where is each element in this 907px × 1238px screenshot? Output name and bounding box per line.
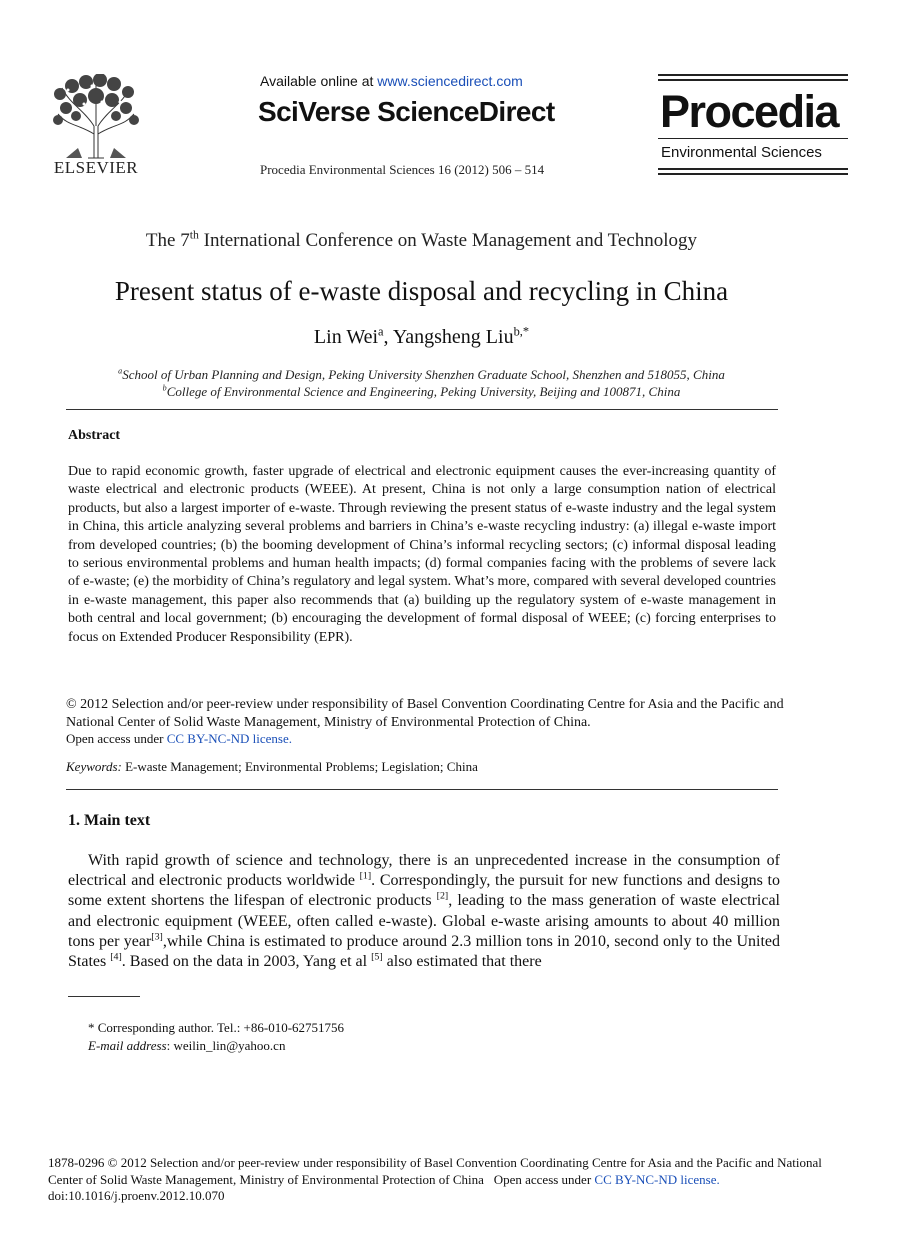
main-text-seg: . Based on the data in 2003, Yang et al <box>121 953 372 971</box>
main-text-paragraph <box>68 851 780 972</box>
author-2-mark: b,* <box>513 324 530 339</box>
issn-text: 1878-0296 © 2012 Selection and/or peer-review under responsibility of Basel Convention Coordinating Centre for Asia and the Pacific and National Center of Solid Waste Management, Ministry of Environmental Protection of China <box>48 1155 822 1187</box>
conference-ordinal: th <box>189 228 199 242</box>
author-separator: , <box>383 326 393 348</box>
license-link[interactable]: CC BY-NC-ND license. <box>166 731 293 746</box>
affiliation-b-text: College of Environmental Science and Engineering, Peking University, Beijing and 100871, China <box>166 384 681 399</box>
main-text-seg: . Correspondingly, the pursuit for new functions and designs to some extent shortens the lifespan of electronic products <box>68 872 780 910</box>
email-note <box>88 1038 285 1054</box>
procedia-rule-bottom-2 <box>658 173 848 175</box>
email-label: E-mail address <box>88 1038 167 1053</box>
copyright-statement: © 2012 Selection and/or peer-review under responsibility of Basel Convention Coordinating Centre for Asia and the Pacific and National Center of Solid Waste Management, Ministry of Environmental Protection of China. <box>66 697 784 730</box>
divider-top <box>66 409 778 410</box>
email-value: : weilin_lin@yahoo.cn <box>166 1038 286 1053</box>
abstract-heading: Abstract <box>68 428 121 443</box>
footnote-divider <box>68 996 140 997</box>
elsevier-wordmark: ELSEVIER <box>53 158 139 177</box>
author-1-mark: a <box>378 324 384 339</box>
conference-prefix: The 7 <box>145 230 190 251</box>
keywords-line <box>66 759 478 775</box>
procedia-rule-bottom <box>658 168 848 170</box>
doi: doi:10.1016/j.proenv.2012.10.070 <box>48 1188 225 1203</box>
affiliation-a-text: School of Urban Planning and Design, Peking University Shenzhen Graduate School, Shenzhen and 518055, China <box>122 367 725 382</box>
affiliation-b <box>0 384 843 400</box>
elsevier-tree-icon <box>48 74 144 160</box>
journal-reference: Procedia Environmental Sciences 16 (2012) 506 – 514 <box>260 162 545 177</box>
author-1: Lin Wei <box>313 326 379 348</box>
available-online-line <box>260 73 523 89</box>
procedia-rule-top <box>658 74 848 76</box>
conference-rest: International Conference on Waste Management and Technology <box>198 230 698 251</box>
footer-open-access-prefix: Open access under <box>483 1172 595 1187</box>
main-text-seg: , leading to the mass generation of waste electrical and electronic equipment (WEEE, often called e-waste). Global e-waste arising amounts to about 40 million tons per year <box>68 892 780 950</box>
affiliation-a <box>0 367 843 383</box>
citation-ref[interactable]: [5] <box>371 951 383 963</box>
affiliation-a-mark: a <box>118 366 123 376</box>
citation-ref[interactable]: [3] <box>151 931 163 943</box>
abstract-body: Due to rapid economic growth, faster upgrade of electrical and electronic equipment causes the ever-increasing quantity of waste electrical and electronic products (WEEE). At present, China is not only a large consumption nation of electrical products, but also a largest importer of e-waste. Through reviewing the present status of e-waste industry and the legal system in China, this article analyzing several problems and barriers in China’s e-waste recycling industry: (a) illegal e-waste import from developed countries; (b) the booming development of China’s informal recycling sectors; (c) informal disposal leading to serious environmental problems and human health impacts; (d) formal companies facing with the problems of severe lack of e-waste; (e) the morbidity of China’s regulatory and legal system. What’s more, compared with several developed countries in e-waste management, this paper also recommends that (a) building up the regulatory system of e-waste management in both central and local government; (b) encouraging the development of formal disposal of WEEE; (c) forcing enterprises to focus on Extended Producer Responsibility (EPR). <box>68 464 776 645</box>
divider-bottom <box>66 789 778 790</box>
available-prefix: Available online at <box>260 73 378 89</box>
procedia-logo <box>658 74 848 176</box>
procedia-rule-top-2 <box>658 79 848 81</box>
issn-statement <box>48 1154 858 1188</box>
author-2: Yangsheng Liu <box>392 326 514 348</box>
author-list <box>0 326 843 349</box>
procedia-subtitle: Environmental Sciences <box>661 144 822 161</box>
elsevier-logo <box>48 74 144 178</box>
main-text-seg: ,while China is estimated to produce around 2.3 million tons in 2010, second only to the United States <box>68 932 780 971</box>
procedia-rule-mid <box>658 138 848 139</box>
open-access-prefix: Open access under <box>66 731 167 746</box>
procedia-wordmark: Procedia <box>660 86 839 137</box>
section-heading: 1. Main text <box>68 812 151 829</box>
sciencedirect-link[interactable]: www.sciencedirect.com <box>377 73 523 89</box>
keywords-label: Keywords: <box>66 759 122 774</box>
affiliation-b-mark: b <box>162 383 167 393</box>
citation-ref[interactable]: [1] <box>359 870 372 882</box>
citation-ref[interactable]: [2] <box>436 891 449 903</box>
paper-title: Present status of e-waste disposal and recycling in China <box>114 276 729 306</box>
corresponding-author-note: * Corresponding author. Tel.: +86-010-62751756 <box>88 1020 345 1035</box>
main-text-seg: With rapid growth of science and technology, there is an unprecedented increase in the consumption of electrical and electronic products worldwide <box>68 852 780 890</box>
footer-license-link[interactable]: CC BY-NC-ND license. <box>594 1172 720 1187</box>
citation-ref[interactable]: [4] <box>110 951 122 963</box>
conference-name <box>0 230 843 252</box>
sciverse-logo: SciVerse ScienceDirect <box>258 96 555 127</box>
open-access-line <box>66 731 292 747</box>
main-text-seg: also estimated that there <box>382 953 542 971</box>
keywords-text: E-waste Management; Environmental Problems; Legislation; China <box>121 759 478 774</box>
